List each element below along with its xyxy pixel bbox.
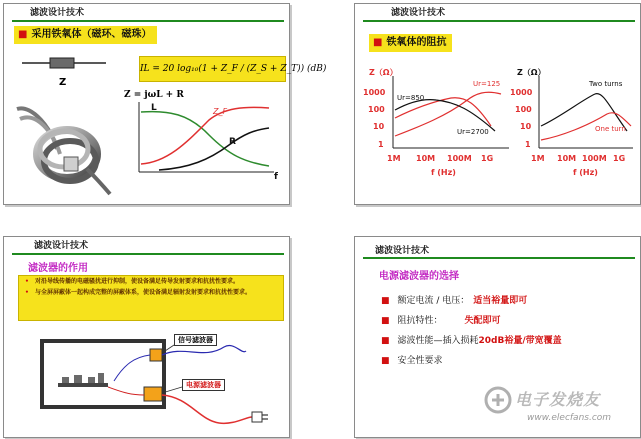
- heading-highlight: [369, 34, 452, 52]
- annotation-two-turns: Two turns: [589, 80, 623, 88]
- function-point: • 与全屏屏蔽体一起构成完整的屏蔽体系，使设备满足辐射发射要求和抗扰性要求。: [25, 289, 252, 296]
- right-impedance-chart: [537, 76, 635, 154]
- title-rule: [12, 253, 284, 255]
- slide-heading: 采用铁氧体（磁环、磁珠）: [31, 29, 152, 40]
- slide-filter-function: [3, 236, 290, 438]
- axis-f-label: f: [274, 172, 278, 182]
- right-y-tick: 1000: [510, 88, 533, 97]
- slide-title: 滤波设计技术: [30, 8, 85, 18]
- slide-ferrite-impedance: [354, 3, 641, 205]
- curve-l-label: L: [151, 103, 157, 113]
- left-y-tick: 1000: [363, 88, 386, 97]
- slide-title: 滤波设计技术: [375, 246, 430, 256]
- slide-ferrite-usage: [3, 3, 327, 205]
- left-x-tick: 100M: [447, 154, 472, 163]
- insertion-loss-formula: IL = 20 log₁₀(1 + Z_F / (Z_S + Z_T)) (dB): [139, 56, 286, 82]
- right-x-axis-label: f (Hz): [573, 168, 598, 177]
- left-impedance-chart: [391, 76, 511, 154]
- curve-r: [159, 128, 269, 170]
- right-x-tick: 100M: [582, 154, 607, 163]
- z-label: Z: [59, 77, 67, 88]
- slide-heading: 滤波器的作用: [28, 263, 88, 274]
- slide-power-filter-selection: [354, 236, 641, 438]
- left-x-axis-label: f (Hz): [431, 168, 456, 177]
- right-x-tick: 1G: [613, 154, 626, 163]
- bullet-icon: •: [25, 278, 29, 285]
- left-x-tick: 10M: [416, 154, 436, 163]
- selection-list: [381, 291, 562, 371]
- bullet-icon: ■: [381, 316, 390, 326]
- heading-highlight: [14, 26, 157, 44]
- title-rule: [363, 20, 635, 22]
- curve-r-label: R: [229, 137, 236, 147]
- title-rule: [363, 257, 635, 259]
- left-y-tick: 100: [368, 105, 385, 114]
- impedance-curve-graph: [129, 100, 279, 180]
- slide-title: 滤波设计技术: [391, 8, 446, 18]
- left-y-tick: 1: [378, 140, 384, 149]
- annotation-ur-850: Ur=850: [397, 94, 425, 102]
- left-y-tick: 10: [373, 122, 385, 131]
- function-points-box: [18, 275, 284, 321]
- annotation-ur-125: Ur=125: [473, 80, 501, 88]
- selection-item: ■ 滤波性能—插入损耗20dB裕量/带宽覆盖: [381, 336, 562, 346]
- curve-zf: [141, 107, 269, 164]
- slide-heading: 铁氧体的阻抗: [386, 37, 447, 48]
- left-chart-y-label: Z（Ω）: [369, 68, 398, 77]
- right-y-tick: 1: [525, 140, 531, 149]
- right-y-tick: 10: [520, 122, 532, 131]
- right-x-tick: 10M: [557, 154, 577, 163]
- right-y-tick: 100: [515, 105, 532, 114]
- bullet-icon: ■: [373, 37, 383, 48]
- right-chart-y-label: Z（Ω）: [517, 68, 546, 77]
- annotation-one-turn: One turn: [595, 125, 626, 133]
- annotation-ur-2700: Ur=2700: [457, 128, 489, 136]
- title-rule: [12, 20, 284, 22]
- filter-enclosure-diagram: [14, 325, 284, 435]
- bullet-icon: ■: [381, 356, 390, 366]
- bullet-icon: •: [25, 289, 29, 296]
- signal-filter-label: 信号滤波器: [174, 334, 217, 346]
- watermark-text: 电子发烧友: [515, 390, 601, 409]
- curve-ur-2700: [395, 100, 495, 131]
- function-point: • 对沿导线传播的电磁骚扰进行抑制，使设备满足传导发射要求和抗扰性要求。: [25, 278, 240, 285]
- bullet-icon: ■: [381, 296, 390, 306]
- selection-item: ■ 安全性要求: [381, 356, 443, 366]
- graph-title: Z = jωL + R: [124, 90, 184, 100]
- selection-item: ■ 阻抗特性： 失配即可: [381, 316, 501, 326]
- bullet-icon: ■: [18, 29, 28, 40]
- right-x-tick: 1M: [531, 154, 545, 163]
- ferrite-component-symbol: [22, 54, 112, 72]
- left-x-tick: 1G: [481, 154, 494, 163]
- watermark-logo: [483, 385, 513, 415]
- slide-title: 滤波设计技术: [34, 241, 89, 251]
- curve-l: [141, 112, 269, 166]
- left-x-tick: 1M: [387, 154, 401, 163]
- curve-zf-label: Z_F: [213, 107, 228, 116]
- power-filter-label: 电源滤波器: [182, 379, 225, 391]
- slide-heading: 电源滤波器的选择: [379, 271, 459, 282]
- ferrite-ring-image: [12, 99, 112, 199]
- watermark-url: www.elecfans.com: [527, 413, 612, 423]
- bullet-icon: ■: [381, 336, 390, 346]
- selection-item: ■ 额定电流 / 电压： 适当裕量即可: [381, 296, 528, 306]
